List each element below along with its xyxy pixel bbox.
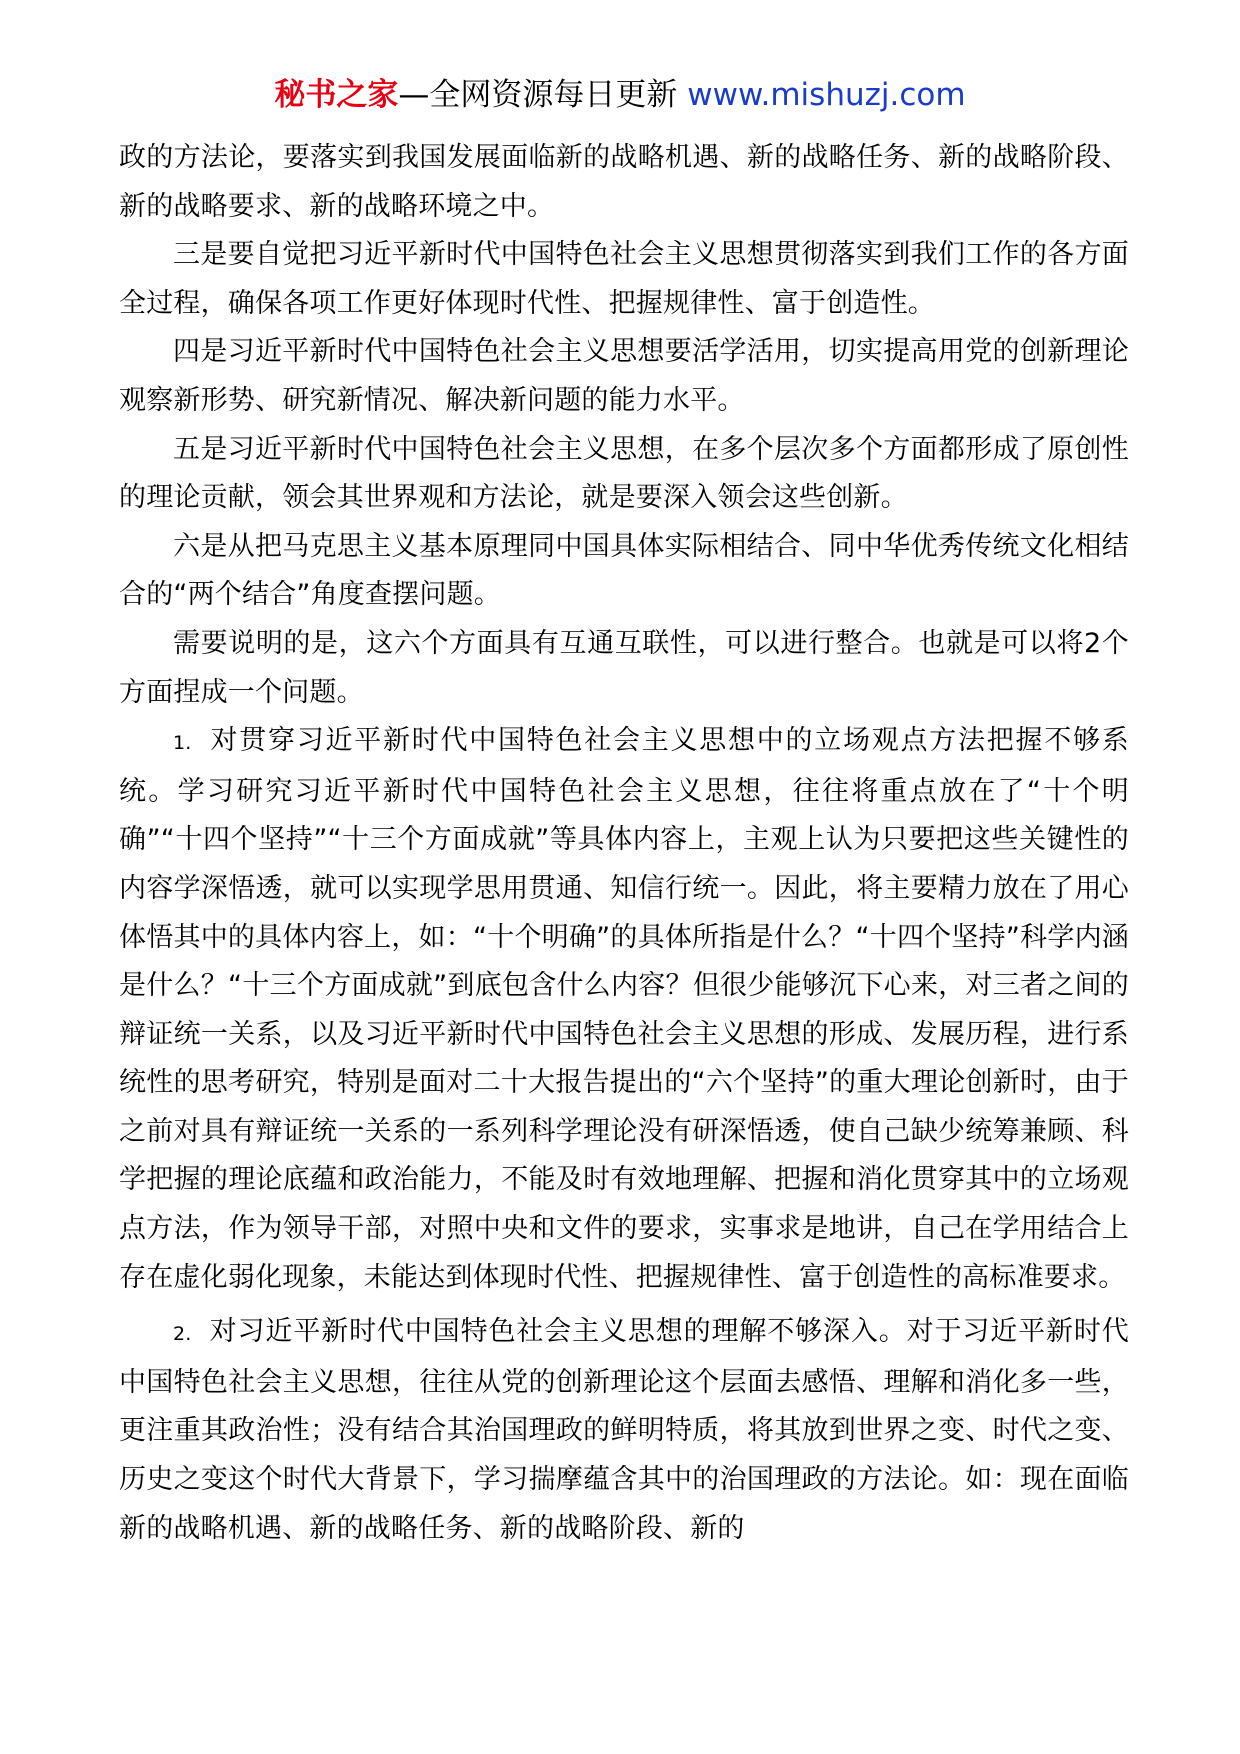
paragraph-point-six: 六是从把马克思主义基本原理同中国具体实际相结合、同中华优秀传统文化相结合的“两个结合”角度查摆问题。 — [119, 530, 1129, 611]
paragraph-item-1 — [119, 717, 1129, 1302]
paragraph-point-three: 三是要自觉把习近平新时代中国特色社会主义思想贯彻落实到我们工作的各方面全过程，确保各项工作更好体现时代性、把握规律性、富于创造性。 — [119, 239, 1129, 319]
item-text: 对贯穿习近平新时代中国特色社会主义思想中的立场观点方法把握不够系统。学习研究习近平新时代中国特色社会主义思想，往往将重点放在了“十个明确”“十四个坚持”“十三个方面成就”等具体内容上，主观上认为只要把这些关键性的内容学深悟透，就可以实现学思用贯通、知信行统一。因此，将主要精力放在了用心体悟其中的具体内容上，如：“十个明确”的具体所指是什么？“十四个坚持”科学内涵是什么？“十三个方面成就”到底包含什么内容？但很少能够沉下心来，对三者之间的辩证统一关系，以及习近平新时代中国特色社会主义思想的形成、发展历程，进行系统性的思考研究，特别是面对二十大报告提出的“六个坚持”的重大理论创新时，由于之前对具有辩证统一关系的一系列科学理论没有研深悟透，使自己缺少统筹兼顾、科学把握的理论底蕴和政治能力，不能及时有效地理解、把握和消化贯穿其中的立场观点方法，作为领导干部，对照中央和文件的要求，实事求是地讲，自己在学用结合上存在虚化弱化现象，未能达到体现时代性、把握规律性、富于创造性的高标准要求。 — [119, 725, 1129, 1293]
item-text: 对习近平新时代中国特色社会主义思想的理解不够深入。对于习近平新时代中国特色社会主义思想，往往从党的创新理论这个层面去感悟、理解和消化多一些，更注重其政治性；没有结合其治国理政的鲜明特质，将其放到世界之变、时代之变、历史之变这个时代大背景下，学习揣摩蕴含其中的治国理政的方法论。如：现在面临新的战略机遇、新的战略任务、新的战略阶段、新的 — [119, 1316, 1129, 1544]
paragraph-note: 需要说明的是，这六个方面具有互通互联性，可以进行整合。也就是可以将2个方面捏成一个问题。 — [119, 627, 1129, 708]
brand-name: 秘书之家 — [274, 77, 399, 113]
header-tagline: —全网资源每日更新 — [398, 77, 688, 113]
item-number: 2. — [173, 1323, 192, 1346]
site-url-link[interactable]: www.mishuzj.com — [687, 77, 966, 113]
item-number: 1. — [173, 732, 192, 755]
paragraph-point-five: 五是习近平新时代中国特色社会主义思想，在多个层次多个方面都形成了原创性的理论贡献，领会其世界观和方法论，就是要深入领会这些创新。 — [119, 433, 1129, 514]
paragraph-continuation: 政的方法论，要落实到我国发展面临新的战略机遇、新的战略任务、新的战略阶段、新的战略要求、新的战略环境之中。 — [119, 142, 1129, 222]
paragraph-point-four: 四是习近平新时代中国特色社会主义思想要活学活用，切实提高用党的创新理论观察新形势、研究新情况、解决新问题的能力水平。 — [119, 336, 1129, 416]
document-body — [119, 134, 1129, 1553]
site-header — [0, 74, 1240, 116]
paragraph-item-2 — [119, 1308, 1129, 1553]
